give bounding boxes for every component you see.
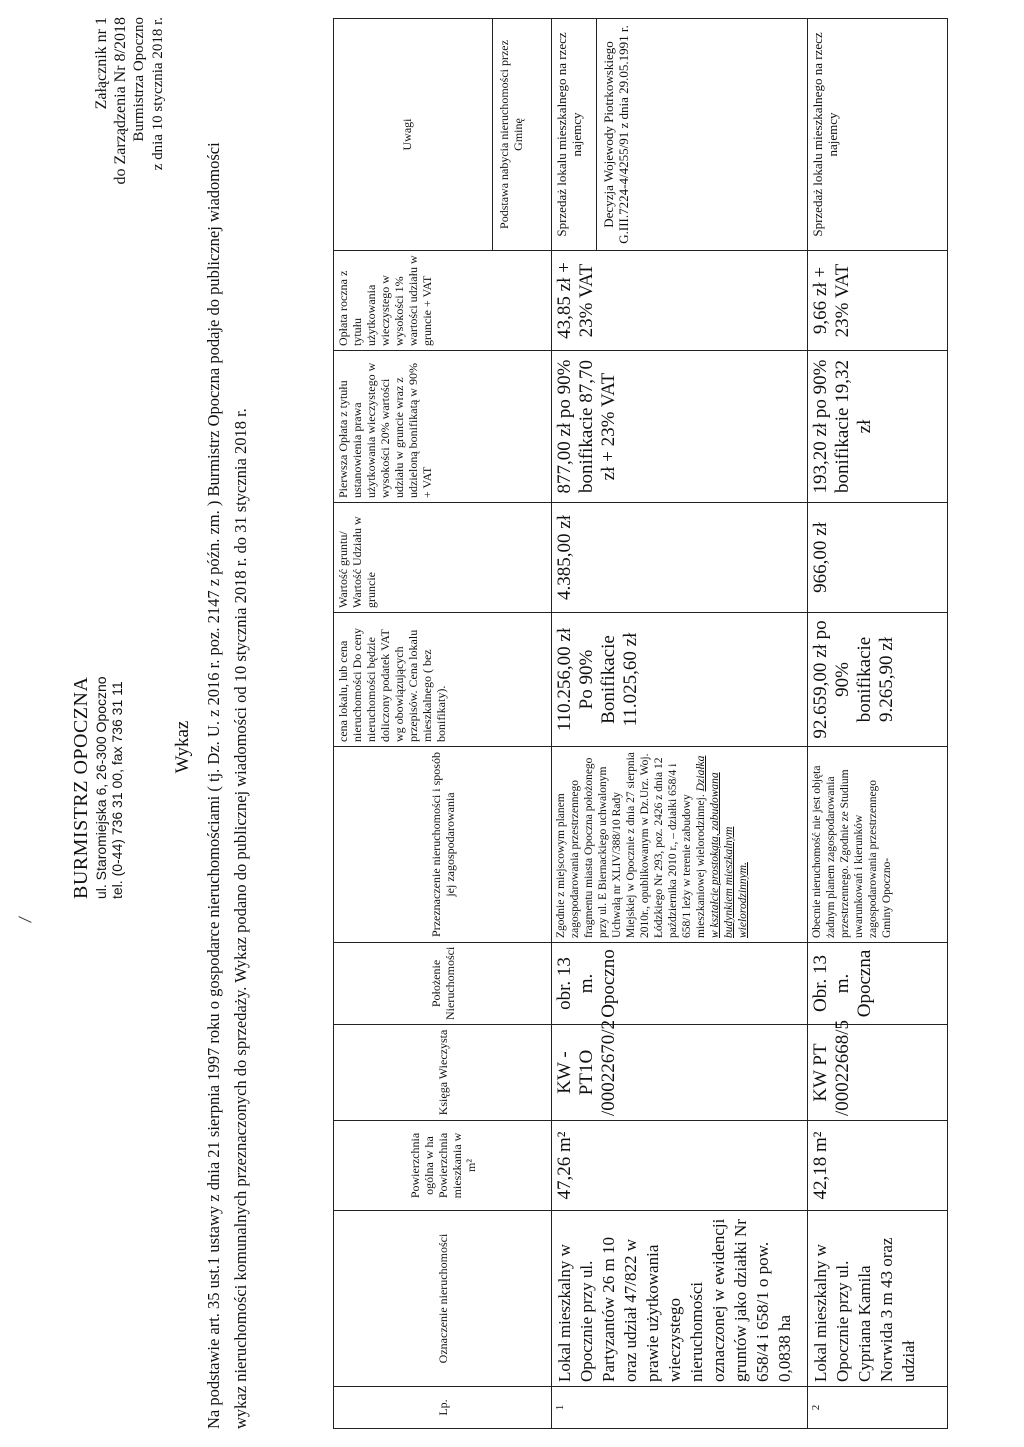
col-powierzchnia: Powierzchnia ogólna w ha Powierzchnia mieszkania w m² [334, 1121, 552, 1211]
attachment-header [92, 17, 168, 297]
row1-ksiega: KW -PT1O /00022670/2 [552, 1025, 808, 1121]
attachment-ordinance: do Zarządzenia Nr 8/2018 [112, 17, 129, 185]
col-polozenie: Położenie Nieruchomości [334, 943, 552, 1025]
col-lp: Lp. [334, 1387, 552, 1429]
col-uwagi [334, 19, 552, 251]
row2-pierwsza-oplata: 193,20 zł po 90% bonifikacie 19,32 zł [808, 351, 948, 503]
row1-cena: 110.256,00 zł Po 90% Bonifikacie 11.025,60 zł [552, 613, 808, 747]
row2-polozenie: Obr. 13 m. Opoczna [808, 943, 948, 1025]
col-cena: cena lokalu, lub cena nieruchomości Do ceny nieruchomości będzie doliczony podatek VAT wg obowiązujących przepisów. Cena lokalu mieszkalnego ( bez bonifikaty). [334, 613, 552, 747]
table-row [808, 19, 948, 1429]
row2-cena: 92.659,00 zł po 90% bonifikacie 9.265,90 zł [808, 613, 948, 747]
issuer-header [70, 676, 125, 899]
row2-powierzchnia: 42,18 m² [808, 1121, 948, 1211]
col-wartosc: Wartość gruntu/ Wartość Udziału w gruncie [334, 503, 552, 613]
attachment-date: z dnia 10 stycznia 2018 r. [150, 17, 166, 171]
row1-uwagi-divider [596, 19, 597, 250]
issuer-name: BURMISTRZ OPOCZNA [70, 676, 92, 899]
row1-podstawa-text: Decyzja Wojewody Piotrkowskiego G.III.7224-4/4255/91 z dnia 29.05.1991 r. [601, 25, 631, 244]
col-oplata-roczna: Opłata roczna z tytułu użytkowania wieczystego w wysokości 1% wartości udziału w gruncie + VAT [334, 251, 552, 351]
row2-ksiega: KW PT /00022668/5 [808, 1025, 948, 1121]
row1-przeznaczenie-opis: Działka w kształcie prostokąta, zabudowana budynkiem mieszkalnym wielorodzinnym. [695, 755, 749, 938]
row1-przeznaczenie [552, 747, 808, 943]
attachment-number: Załącznik nr 1 [93, 17, 110, 110]
row1-lp: 1 [552, 1387, 808, 1429]
row2-przeznaczenie: Obecnie nieruchomość nie jest objęta żadnym planem zagospodarowania przestrzennego. Zgodnie ze Studium uwarunkowań i kierunków zagospodarowania przestrzennego Gminy Opoczno- [808, 747, 948, 943]
row1-polozenie: obr. 13 m. Opoczno [552, 943, 808, 1025]
intro-line-2: wykaz nieruchomości komunalnych przeznaczonych do sprzedaży. Wykaz podano do publicznej wiadomości od 10 stycznia 2018 r. do 31 stycznia 2018 r. [231, 408, 250, 1429]
row1-uwagi-text: Sprzedaż lokalu mieszkalnego na rzecz najemcy [554, 32, 584, 237]
table-row [552, 19, 808, 1429]
issuer-address: ul. Staromiejska 6, 26-300 Opoczno [93, 676, 109, 899]
page-title: Wykaz [172, 720, 193, 774]
intro-text [200, 24, 254, 1429]
col-pierwsza-oplata: Pierwsza Opłata z tytułu ustanowienia prawa użytkowania wieczystego w wysokości 20% wartości udziału w gruncie wraz z udzieloną bonifikatą w 90% + VAT [334, 351, 552, 503]
row1-przeznaczenie-plan: Zgodnie z miejscowym planem zagospodarowania przestrzennego fragmentu miasta Opoczna położonego przy ul. E Biernackiego uchwalonym Uchwałą nr XLIV/388/10 Rady Miejskiej w Opocznie z dnia 27 sierpnia 2010r., opublikowanym w Dz.Urz. Woj. Łódzkiego Nr 293, poz. 2426 z dnia 12 października 2010 r., – działki 658/4 i 658/1 leży w terenie zabudowy mieszkaniowej wielorodzinnej. [555, 752, 707, 938]
row1-powierzchnia: 47,26 m² [552, 1121, 808, 1211]
row1-oznaczenie: Lokal mieszkalny w Opocznie przy ul. Partyzantów 26 m 10 oraz udział 47/822 w prawie użytkowania wieczystego nieruchomości oznaczonej w ewidencji gruntów jako działki Nr 658/4 i 658/1 o pow. 0,0838 ha [552, 1211, 808, 1387]
row2-oplata-roczna: 9,66 zł + 23% VAT [808, 251, 948, 351]
row1-pierwsza-oplata: 877,00 zł po 90% bonifikacie 87,70 zł + 23% VAT [552, 351, 808, 503]
property-table [333, 18, 948, 1429]
row2-uwagi: Sprzedaż lokalu mieszkalnego na rzecz najemcy [808, 19, 948, 251]
row1-uwagi [552, 19, 808, 251]
col-oznaczenie: Oznaczenie nieruchomości [334, 1211, 552, 1387]
col-uwagi-label: Uwagi [400, 118, 414, 151]
row1-wartosc: 4.385,00 zł [552, 503, 808, 613]
issuer-phone: tel. (0-44) 736 31 00, fax 736 31 11 [109, 681, 125, 899]
intro-line-1: Na podstawie art. 35 ust.1 ustawy z dnia 21 sierpnia 1997 roku o gospodarce nieruchomościami ( tj. Dz. U. z 2016 r. poz. 2147 z późn. zm. ) Burmistrz Opoczna podaje do publicznej wiadomości [204, 142, 223, 1429]
row2-wartosc: 966,00 zł [808, 503, 948, 613]
attachment-issuer: Burmistrza Opoczno [131, 17, 147, 142]
row2-oznaczenie: Lokal mieszkalny w Opocznie przy ul. Cypriana Kamila Norwida 3 m 43 oraz udział [808, 1211, 948, 1387]
row1-oplata-roczna: 43,85 zł + 23% VAT [552, 251, 808, 351]
row2-lp: 2 [808, 1387, 948, 1429]
scan-mark [18, 916, 31, 923]
col-podstawa-label: Podstawa nabycia nieruchomości przez Gminę [497, 40, 525, 229]
col-przeznaczenie: Przeznaczenie nieruchomości i sposób jej zagospodarowania [334, 747, 552, 943]
col-ksiega: Księga Wieczysta [334, 1025, 552, 1121]
col-uwagi-divider [492, 19, 493, 250]
